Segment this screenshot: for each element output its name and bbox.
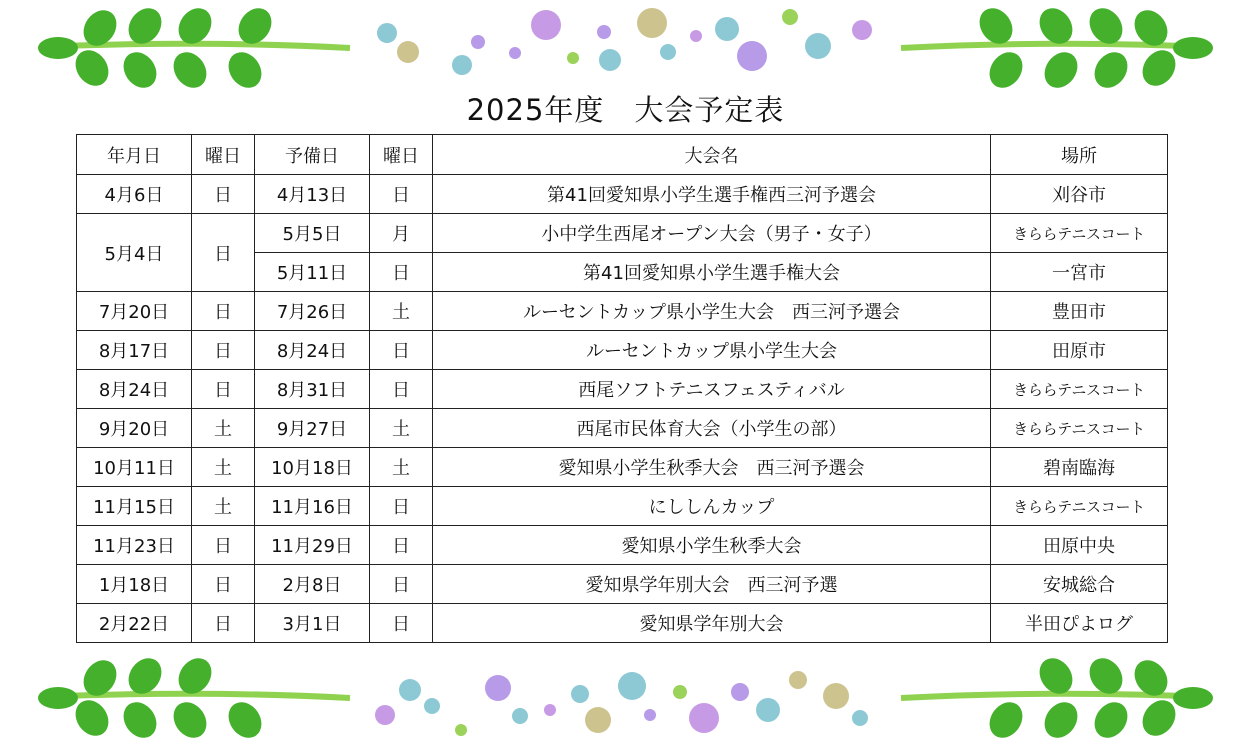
table-row: [77, 370, 1168, 409]
event-name-cell: 第41回愛知県小学生選手権西三河予選会: [433, 175, 991, 214]
event-name-cell: ルーセントカップ県小学生大会 西三河予選会: [433, 292, 991, 331]
weekday-cell: 日: [192, 214, 255, 292]
leaf-branch-icon: [901, 652, 1213, 744]
reserve-date-cell: 5月5日: [255, 214, 370, 253]
venue-cell: 豊田市: [991, 292, 1168, 331]
top-decoration: [0, 0, 1251, 100]
reserve-date-cell: 5月11日: [255, 253, 370, 292]
header-event-name: 大会名: [433, 135, 991, 175]
reserve-weekday-cell: 日: [370, 331, 433, 370]
header-reserve-date: 予備日: [255, 135, 370, 175]
table-row: [77, 448, 1168, 487]
date-cell: 4月6日: [77, 175, 192, 214]
date-cell: 10月11日: [77, 448, 192, 487]
date-cell: 2月22日: [77, 604, 192, 643]
table-row: [77, 409, 1168, 448]
reserve-date-cell: 10月18日: [255, 448, 370, 487]
reserve-weekday-cell: 日: [370, 175, 433, 214]
table-row: [77, 565, 1168, 604]
table-row: [77, 487, 1168, 526]
date-cell: 9月20日: [77, 409, 192, 448]
table-row: [77, 604, 1168, 643]
event-name-cell: 愛知県学年別大会: [433, 604, 991, 643]
date-cell: 1月18日: [77, 565, 192, 604]
event-name-cell: 西尾市民体育大会（小学生の部）: [433, 409, 991, 448]
header-reserve-weekday: 曜日: [370, 135, 433, 175]
venue-cell: 半田ぴよログ: [991, 604, 1168, 643]
reserve-weekday-cell: 日: [370, 370, 433, 409]
venue-cell: きららテニスコート: [991, 214, 1168, 253]
weekday-cell: 土: [192, 448, 255, 487]
reserve-date-cell: 8月24日: [255, 331, 370, 370]
table-header-row: [77, 135, 1168, 175]
event-name-cell: 第41回愛知県小学生選手権大会: [433, 253, 991, 292]
reserve-date-cell: 11月29日: [255, 526, 370, 565]
weekday-cell: 日: [192, 370, 255, 409]
reserve-weekday-cell: 土: [370, 292, 433, 331]
reserve-weekday-cell: 土: [370, 448, 433, 487]
venue-cell: 一宮市: [991, 253, 1168, 292]
reserve-date-cell: 3月1日: [255, 604, 370, 643]
reserve-date-cell: 4月13日: [255, 175, 370, 214]
weekday-cell: 日: [192, 604, 255, 643]
reserve-weekday-cell: 日: [370, 253, 433, 292]
table-row: [77, 526, 1168, 565]
bubble-dots-icon: [377, 8, 872, 75]
venue-cell: きららテニスコート: [991, 409, 1168, 448]
event-name-cell: ルーセントカップ県小学生大会: [433, 331, 991, 370]
weekday-cell: 土: [192, 409, 255, 448]
weekday-cell: 土: [192, 487, 255, 526]
date-cell: 8月24日: [77, 370, 192, 409]
venue-cell: 田原市: [991, 331, 1168, 370]
event-name-cell: 愛知県小学生秋季大会 西三河予選会: [433, 448, 991, 487]
weekday-cell: 日: [192, 331, 255, 370]
venue-cell: 田原中央: [991, 526, 1168, 565]
date-cell: 11月15日: [77, 487, 192, 526]
page-title: 2025年度 大会予定表: [466, 93, 785, 127]
event-name-cell: 西尾ソフトテニスフェスティバル: [433, 370, 991, 409]
reserve-weekday-cell: 日: [370, 487, 433, 526]
event-name-cell: 愛知県小学生秋季大会: [433, 526, 991, 565]
event-name-cell: にししんカップ: [433, 487, 991, 526]
header-date: 年月日: [77, 135, 192, 175]
reserve-weekday-cell: 日: [370, 526, 433, 565]
weekday-cell: 日: [192, 175, 255, 214]
date-cell: 11月23日: [77, 526, 192, 565]
weekday-cell: 日: [192, 526, 255, 565]
reserve-weekday-cell: 月: [370, 214, 433, 253]
event-name-cell: 愛知県学年別大会 西三河予選: [433, 565, 991, 604]
weekday-cell: 日: [192, 292, 255, 331]
table-row: [77, 175, 1168, 214]
reserve-date-cell: 11月16日: [255, 487, 370, 526]
table-row: [77, 292, 1168, 331]
venue-cell: きららテニスコート: [991, 370, 1168, 409]
date-cell: 8月17日: [77, 331, 192, 370]
reserve-date-cell: 2月8日: [255, 565, 370, 604]
table-row: [77, 331, 1168, 370]
weekday-cell: 日: [192, 565, 255, 604]
venue-cell: 刈谷市: [991, 175, 1168, 214]
reserve-weekday-cell: 日: [370, 604, 433, 643]
table-row: [77, 214, 1168, 253]
leaf-branch-icon: [901, 2, 1213, 94]
leaf-branch-icon: [38, 2, 350, 94]
reserve-date-cell: 7月26日: [255, 292, 370, 331]
bottom-decoration: [0, 650, 1251, 750]
reserve-weekday-cell: 土: [370, 409, 433, 448]
venue-cell: きららテニスコート: [991, 487, 1168, 526]
schedule-table: [76, 134, 1168, 643]
date-cell: 7月20日: [77, 292, 192, 331]
venue-cell: 安城総合: [991, 565, 1168, 604]
leaf-branch-icon: [38, 652, 350, 744]
reserve-date-cell: 9月27日: [255, 409, 370, 448]
event-name-cell: 小中学生西尾オープン大会（男子・女子）: [433, 214, 991, 253]
date-cell: 5月4日: [77, 214, 192, 292]
header-venue: 場所: [991, 135, 1168, 175]
reserve-date-cell: 8月31日: [255, 370, 370, 409]
reserve-weekday-cell: 日: [370, 565, 433, 604]
bubble-dots-icon: [375, 671, 868, 736]
venue-cell: 碧南臨海: [991, 448, 1168, 487]
header-weekday: 曜日: [192, 135, 255, 175]
